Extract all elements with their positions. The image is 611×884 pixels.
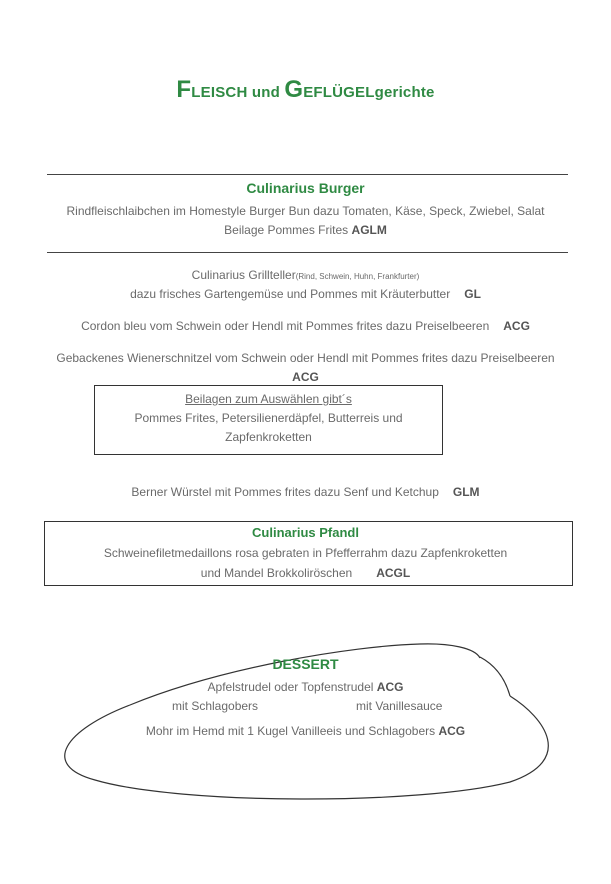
dessert-item-2-line <box>0 723 611 739</box>
cordon-bleu-allergens: ACG <box>503 319 530 333</box>
dessert-item-2-allergens: ACG <box>438 724 466 738</box>
dessert-item-2: Mohr im Hemd mit 1 Kugel Vanilleeis und Schlagobers <box>145 724 436 738</box>
dessert-option-2: mit Vanillesauce <box>356 699 443 713</box>
grillteller-allergens: GL <box>464 287 481 301</box>
title-cap-1: F <box>176 76 192 103</box>
dessert-heading: DESSERT <box>272 656 339 672</box>
title-rest-2: EFLÜGEL <box>303 84 375 101</box>
beilagen-heading: Beilagen zum Auswählen gibt´s <box>185 392 352 406</box>
grillteller-name: Culinarius Grillteller <box>191 268 296 282</box>
dessert-option-1: mit Schlagobers <box>172 699 259 713</box>
beilagen-line-1: Pommes Frites, Petersilienerdäpfel, Butterreis und <box>134 411 403 425</box>
dessert-item-1-line <box>0 679 611 695</box>
cordon-bleu-description: Cordon bleu vom Schwein oder Hendl mit Pommes frites dazu Preiselbeeren <box>81 319 490 333</box>
grillteller-description: dazu frisches Gartengemüse und Pommes mit Kräuterbutter <box>130 287 451 301</box>
title-tail: gerichte <box>374 84 435 101</box>
pfandl-line-2: und Mandel Brokkoliröschen <box>200 566 353 580</box>
title-rest-1: LEISCH <box>191 84 248 101</box>
pfandl-heading: Culinarius Pfandl <box>252 525 359 540</box>
burger-side: Beilage Pommes Frites <box>224 223 349 237</box>
beilagen-line-2: Zapfenkroketten <box>225 430 312 444</box>
burger-description: Rindfleischlaibchen im Homestyle Burger Bun dazu Tomaten, Käse, Speck, Zwiebel, Salat <box>66 204 545 218</box>
wienerschnitzel-description: Gebackenes Wienerschnitzel vom Schwein oder Hendl mit Pommes frites dazu Preiselbeeren <box>56 351 555 365</box>
burger-heading: Culinarius Burger <box>246 180 365 196</box>
wienerschnitzel-allergens: ACG <box>292 370 319 384</box>
berner-allergens: GLM <box>452 485 480 499</box>
grillteller-note: (Rind, Schwein, Huhn, Frankfurter) <box>295 272 420 281</box>
berner-description: Berner Würstel mit Pommes frites dazu Senf und Ketchup <box>131 485 439 499</box>
title-cap-2: G <box>284 76 304 103</box>
pfandl-line-1: Schweinefiletmedaillons rosa gebraten in Pfefferrahm dazu Zapfenkroketten <box>103 546 508 560</box>
pfandl-allergens: ACGL <box>376 566 411 580</box>
title-connector: und <box>247 84 285 101</box>
dessert-item-1: Apfelstrudel oder Topfenstrudel <box>207 680 374 694</box>
burger-allergens: AGLM <box>351 223 387 237</box>
dessert-item-1-allergens: ACG <box>376 680 404 694</box>
